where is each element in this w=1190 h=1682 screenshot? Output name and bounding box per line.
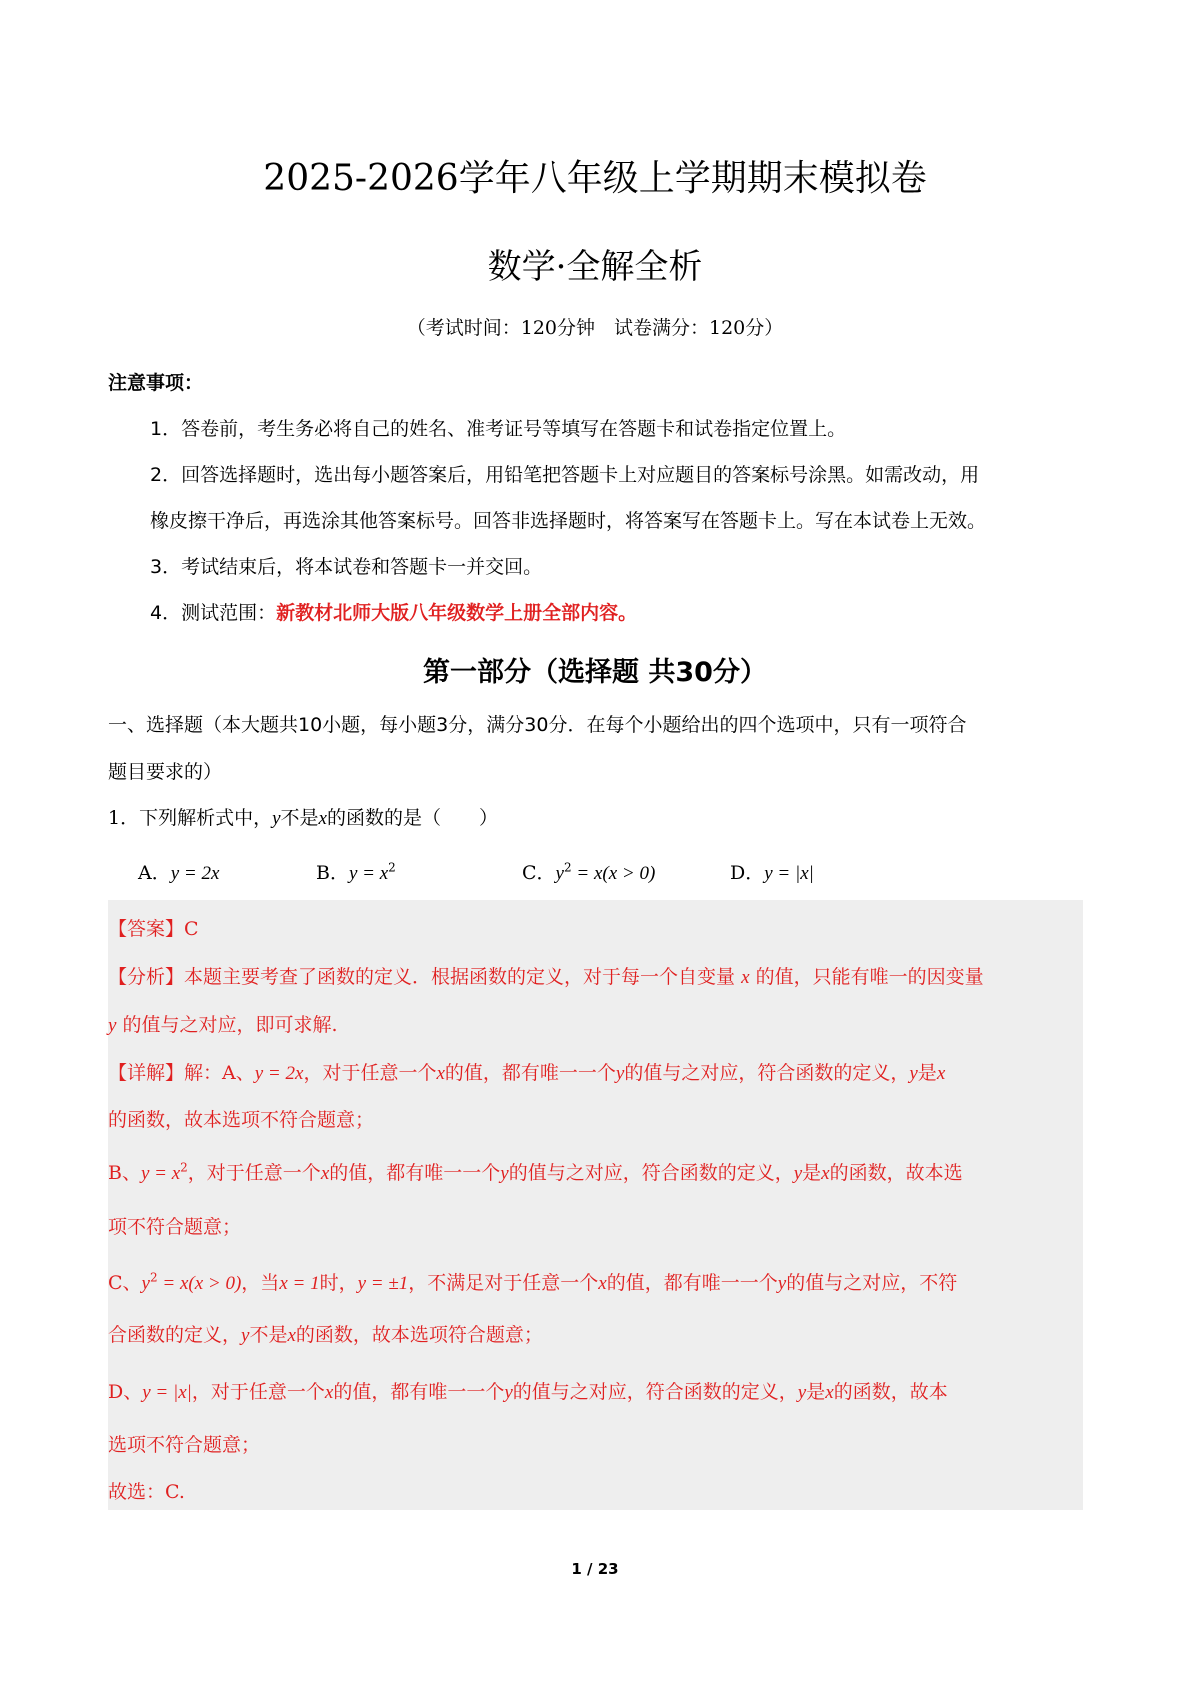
option-a-expr: y = 2x [170, 863, 220, 884]
detail-c-rest5: 的值与之对应，不符 [786, 1272, 958, 1294]
detail-d-rest1: ，对于任意一个 [191, 1381, 325, 1403]
option-b [316, 858, 396, 885]
detail-d-x2: x [825, 1382, 834, 1403]
detail-b-y: y [500, 1163, 509, 1184]
page-title: 2025-2026学年八年级上学期期末模拟卷 [263, 158, 927, 199]
solution-box [108, 900, 1083, 1510]
option-d [730, 858, 814, 885]
q1-stem-end: 的函数的是（ ） [326, 807, 498, 829]
detail-c-expr-rest: = x(x > 0) [157, 1273, 242, 1294]
answer-line [108, 914, 199, 941]
detail-c-exponent: 2 [149, 1270, 158, 1285]
analysis-y: y [108, 1015, 117, 1036]
detail-b-x: x [320, 1163, 330, 1184]
detail-d-y: y [504, 1382, 513, 1403]
notice-item-4-prefix: 4．测试范围： [150, 602, 277, 624]
detail-c-line-2 [108, 1320, 543, 1347]
detail-b-rest2: 的值，都有唯一一个 [329, 1162, 501, 1184]
option-c-expr-rest: = x(x > 0) [571, 863, 656, 884]
detail-b-x2: x [821, 1163, 830, 1184]
detail-c-line2b: 不是 [249, 1324, 288, 1346]
answer-tag: 【答案】 [108, 918, 185, 940]
answer-value: C [184, 918, 199, 940]
detail-b-line-2: 项不符合题意； [108, 1216, 242, 1238]
final-answer: 故选：C. [108, 1481, 185, 1503]
notice-item-2a: 2．回答选择题时，选出每小题答案后，用铅笔把答题卡上对应题目的答案标号涂黑。如需改动，用 [150, 464, 980, 486]
detail-d-rest5: 的函数，故本 [833, 1381, 948, 1403]
detail-a-line-2: 的函数，故本选项不符合题意； [108, 1109, 375, 1131]
q1-stem-num: 1．下列解析式中， [108, 807, 273, 829]
q1-stem-x: x [318, 808, 327, 829]
notice-heading: 注意事项： [108, 372, 204, 394]
q1-stem-mid: 不是 [280, 807, 319, 829]
option-c [522, 858, 655, 885]
detail-c-line2c: 的函数，故本选项符合题意； [295, 1324, 543, 1346]
detail-c-line2-x: x [287, 1325, 296, 1346]
detail-c-expr-y: y [141, 1273, 150, 1294]
notice-item-2b: 橡皮擦干净后，再选涂其他答案标号。回答非选择题时，将答案写在答题卡上。写在本试卷上无效。 [150, 510, 987, 532]
notice-item-1: 1．答卷前，考生务必将自己的姓名、准考证号等填写在答题卡和试卷指定位置上。 [150, 418, 847, 440]
detail-c-x1: x = 1 [279, 1273, 320, 1294]
detail-a-rest3: 的值与之对应，符合函数的定义， [624, 1062, 910, 1084]
detail-b-rest4: 是 [802, 1162, 822, 1184]
option-d-label: D． [730, 862, 765, 884]
option-c-expr-y: y [555, 863, 564, 884]
analysis-line-1 [108, 962, 984, 989]
detail-a-rest2: 的值，都有唯一一个 [444, 1062, 616, 1084]
detail-b-rest3: 的值与之对应，符合函数的定义， [508, 1162, 794, 1184]
detail-d-y2: y [797, 1382, 807, 1403]
detail-c-prefix: C、 [108, 1272, 142, 1294]
detail-c-line-1 [108, 1268, 957, 1295]
detail-c-line2a: 合函数的定义， [108, 1324, 242, 1346]
detail-d-expr: y = |x| [142, 1382, 192, 1403]
detail-c-rest1: ，当 [241, 1272, 280, 1294]
section-title: 第一部分（选择题 共30分） [423, 657, 767, 688]
detail-a-prefix: 解：A、 [184, 1062, 255, 1084]
detail-d-line-1 [108, 1377, 948, 1404]
option-c-exponent: 2 [563, 860, 572, 875]
q1-stem-y: y [272, 808, 281, 829]
detail-a-y2: y [909, 1063, 918, 1084]
option-d-expr: y = |x| [764, 863, 814, 884]
notice-item-4 [150, 598, 637, 625]
option-b-expr: y = x [348, 863, 389, 884]
analysis-line-2 [108, 1010, 338, 1037]
exam-info: （考试时间：120分钟 试卷满分：120分） [406, 317, 784, 339]
detail-d-rest4: 是 [806, 1381, 826, 1403]
option-a-label: A． [138, 862, 171, 884]
detail-a-line-1 [108, 1058, 945, 1085]
detail-c-rest2: 时， [319, 1272, 358, 1294]
notice-item-4-scope: 新教材北师大版八年级数学上册全部内容。 [276, 602, 638, 624]
detail-b-y2: y [793, 1163, 803, 1184]
page-subtitle: 数学·全解全析 [487, 247, 703, 287]
detail-b-line-1 [108, 1158, 963, 1185]
page-number: 1 / 23 [571, 1560, 619, 1578]
detail-c-rest3: ，不满足对于任意一个 [408, 1272, 599, 1294]
detail-b-expr: y = x [140, 1163, 181, 1184]
detail-a-x: x [436, 1063, 445, 1084]
option-a [138, 858, 219, 885]
detail-a-expr: y = 2x [254, 1063, 304, 1084]
detail-c-line2-y: y [241, 1325, 250, 1346]
option-b-label: B． [316, 862, 349, 884]
option-c-label: C． [522, 862, 556, 884]
detail-d-line-2: 选项不符合题意； [108, 1434, 261, 1456]
detail-a-rest4: 是 [917, 1062, 937, 1084]
analysis-x: x [741, 967, 750, 988]
notice-item-3: 3．考试结束后，将本试卷和答题卡一并交回。 [150, 556, 543, 578]
detail-d-x: x [324, 1382, 334, 1403]
detail-d-rest3: 的值与之对应，符合函数的定义， [512, 1381, 798, 1403]
detail-c-rest4: 的值，都有唯一一个 [606, 1272, 778, 1294]
detail-c-x2: x [598, 1273, 607, 1294]
analysis-tag: 【分析】 [108, 966, 185, 988]
detail-b-prefix: B、 [108, 1162, 141, 1184]
analysis-text-a: 本题主要考查了函数的定义．根据函数的定义，对于每一个自变量 [184, 966, 736, 988]
detail-b-rest5: 的函数，故本选 [829, 1162, 963, 1184]
section-instructions-b: 题目要求的） [108, 761, 223, 783]
section-instructions-a: 一、选择题（本大题共10小题，每小题3分，满分30分．在每个小题给出的四个选项中，只有一项符合 [108, 714, 967, 736]
detail-d-rest2: 的值，都有唯一一个 [333, 1381, 505, 1403]
detail-a-rest1: ，对于任意一个 [303, 1062, 437, 1084]
detail-b-rest1: ，对于任意一个 [187, 1162, 321, 1184]
analysis-text-b: 的值与之对应，即可求解. [122, 1014, 338, 1036]
analysis-text-a2: 的值，只能有唯一的因变量 [755, 966, 984, 988]
detail-c-y1: y = ±1 [357, 1273, 409, 1294]
option-b-exponent: 2 [388, 860, 396, 875]
question-1-stem [108, 803, 498, 830]
detail-c-y2: y [777, 1273, 787, 1294]
detail-d-prefix: D、 [108, 1381, 143, 1403]
detail-a-y: y [615, 1063, 625, 1084]
detail-tag: 【详解】 [108, 1062, 185, 1084]
detail-b-exponent: 2 [180, 1160, 188, 1175]
detail-a-x2: x [936, 1063, 946, 1084]
